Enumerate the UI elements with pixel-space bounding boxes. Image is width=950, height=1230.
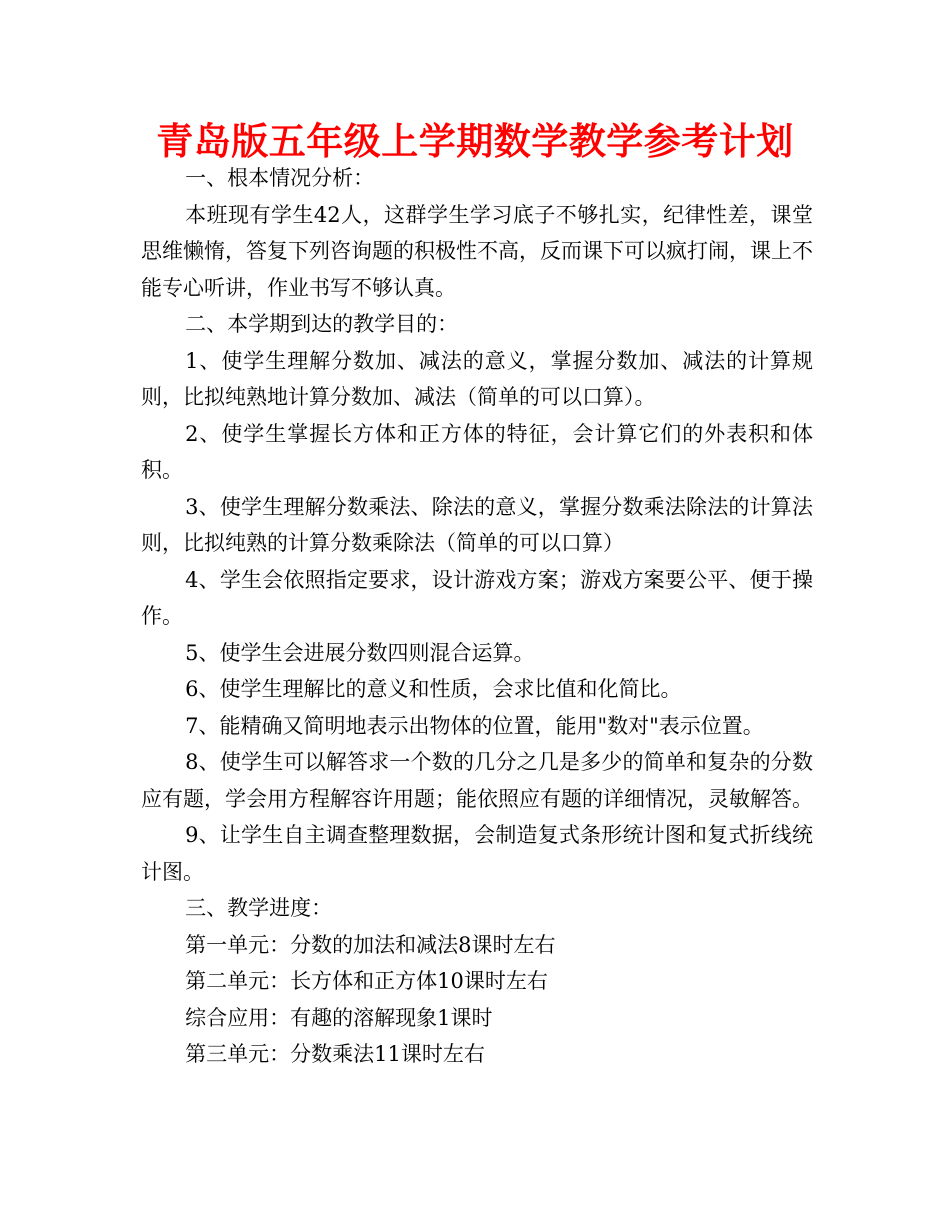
document-body [141, 160, 813, 1073]
section-heading-teaching-schedule: 三、教学进度： [185, 896, 333, 920]
paragraph-class-analysis: 本班现有学生42人，这群学生学习底子不够扎实，纪律性差，课堂思维懒惰，答复下列咨询题的积极性不高，反而课下可以疯打闹，课上不能专心听讲，作业书写不够认真。 [141, 202, 813, 300]
section-heading-basic-situation: 一、根本情况分析： [185, 166, 375, 190]
schedule-item-unit-2: 第二单元：长方体和正方体10课时左右 [185, 969, 548, 993]
goal-item-9: 9、让学生自主调查整理数据，会制造复式条形统计图和复式折线统计图。 [141, 823, 813, 884]
goal-item-1: 1、使学生理解分数加、减法的意义，掌握分数加、减法的计算规则，比拟纯熟地计算分数加、减法（简单的可以口算）。 [141, 348, 813, 409]
goal-item-6: 6、使学生理解比的意义和性质，会求比值和化简比。 [185, 677, 682, 701]
goal-item-4: 4、学生会依照指定要求，设计游戏方案；游戏方案要公平、便于操作。 [141, 567, 813, 628]
schedule-item-applied: 综合应用：有趣的溶解现象1课时 [185, 1005, 493, 1030]
schedule-item-unit-3: 第三单元：分数乘法11课时左右 [185, 1042, 485, 1066]
section-heading-teaching-goals: 二、本学期到达的教学目的： [185, 312, 459, 336]
goal-item-2: 2、使学生掌握长方体和正方体的特征，会计算它们的外表积和体积。 [141, 421, 813, 482]
goal-item-8: 8、使学生可以解答求一个数的几分之几是多少的简单和复杂的分数应有题，学会用方程解容许用题；能依照应有题的详细情况，灵敏解答。 [141, 750, 813, 811]
goal-item-7: 7、能精确又简明地表示出物体的位置，能用"数对"表示位置。 [185, 713, 764, 738]
goal-item-3: 3、使学生理解分数乘法、除法的意义，掌握分数乘法除法的计算法则，比拟纯熟的计算分数乘除法（简单的可以口算） [141, 494, 813, 555]
document-title: 青岛版五年级上学期数学教学参考计划 [156, 120, 794, 163]
goal-item-5: 5、使学生会进展分数四则混合运算。 [185, 640, 535, 665]
schedule-item-unit-1: 第一单元：分数的加法和减法8课时左右 [185, 932, 556, 957]
